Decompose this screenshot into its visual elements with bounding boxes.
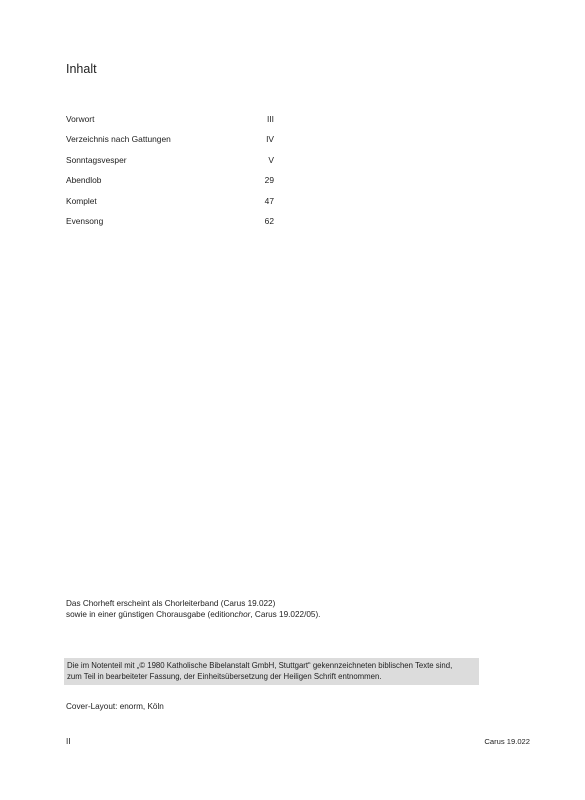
toc-entry-page: 62 — [264, 215, 274, 226]
edition-note-line-1: Das Chorheft erscheint als Chorleiterband (Carus 19.022) — [66, 599, 276, 608]
cover-credit: Cover-Layout: enorm, Köln — [66, 702, 164, 711]
toc-entry-page: V — [268, 154, 274, 165]
copyright-notice-box — [64, 658, 479, 685]
toc-entry-page: IV — [266, 134, 274, 145]
toc-entry-title: Evensong — [66, 215, 104, 226]
table-of-contents — [66, 114, 274, 236]
toc-entry-abendlob[interactable] — [66, 175, 274, 195]
toc-entry-title: Sonntagsvesper — [66, 154, 127, 165]
edition-name-italic: chor — [234, 610, 251, 619]
toc-entry-title: Verzeichnis nach Gattungen — [66, 134, 171, 145]
edition-note — [66, 598, 320, 620]
page-number: II — [66, 737, 71, 746]
toc-entry-page: 47 — [264, 195, 274, 206]
catalog-number: Carus 19.022 — [484, 737, 530, 746]
toc-entry-verzeichnis[interactable] — [66, 134, 274, 154]
toc-entry-komplet[interactable] — [66, 196, 274, 216]
edition-note-line-2 — [66, 609, 320, 620]
copyright-notice-line-2: zum Teil in bearbeiteter Fassung, der Einheitsübersetzung der Heiligen Schrift entnommen. — [67, 672, 382, 682]
toc-entry-page: III — [267, 114, 274, 124]
toc-entry-title: Abendlob — [66, 175, 102, 186]
contents-heading: Inhalt — [66, 62, 97, 76]
toc-entry-title: Komplet — [66, 195, 97, 206]
edition-note-text: sowie in einer günstigen Chorausgabe (edition — [66, 610, 235, 619]
copyright-notice-line-1: Die im Notenteil mit „© 1980 Katholische Bibelanstalt GmbH, Stuttgart“ gekennzeichneten biblischen Texte sind, — [67, 661, 453, 670]
edition-note-text: , Carus 19.022/05). — [250, 610, 321, 619]
toc-entry-evensong[interactable] — [66, 216, 274, 236]
toc-entry-sonntagsvesper[interactable] — [66, 155, 274, 175]
toc-entry-title: Vorwort — [66, 114, 95, 124]
toc-entry-page: 29 — [264, 175, 274, 186]
toc-entry-vorwort[interactable] — [66, 114, 274, 134]
